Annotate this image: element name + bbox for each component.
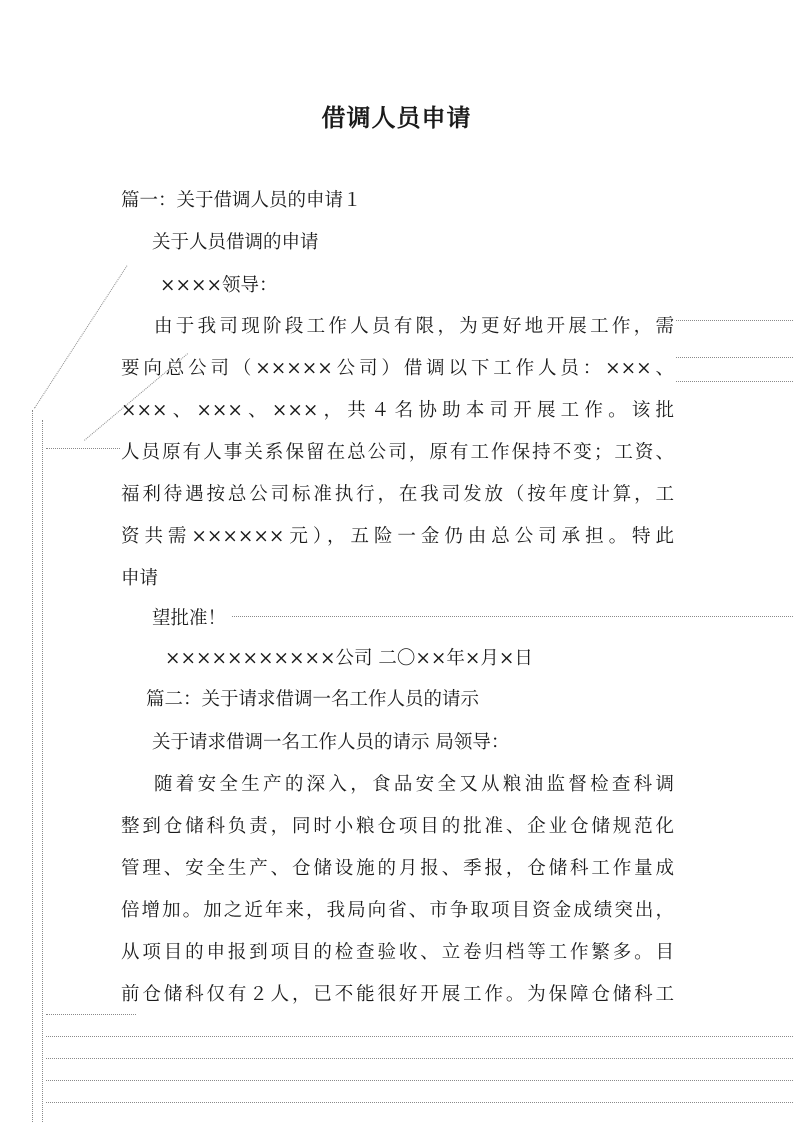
letter-title-1: 关于人员借调的申请 — [152, 232, 319, 253]
dotted-guide-h-8 — [46, 1058, 793, 1059]
dotted-guide-h-2 — [676, 357, 793, 358]
body-line: 前仓储科仅有２人，已不能很好开展工作。为保障仓储科工 — [121, 984, 674, 1005]
dotted-guide-h-10 — [46, 1102, 793, 1103]
dotted-guide-left-outer — [32, 410, 33, 1122]
section-heading-1: 篇一：关于借调人员的申请１ — [121, 190, 362, 211]
closing-request: 望批准！ — [152, 608, 227, 629]
dotted-guide-left-inner — [42, 420, 43, 1122]
document-title: 借调人员申请 — [321, 103, 472, 132]
body-line: 倍增加。加之近年来，我局向省、市争取项目资金成绩突出， — [121, 900, 674, 921]
dotted-guide-h-7 — [46, 1036, 793, 1037]
dotted-guide-h-1 — [676, 320, 793, 321]
salutation-1: ××××领导： — [160, 275, 278, 296]
body-line: 从项目的申报到项目的检查验收、立卷归档等工作繁多。目 — [121, 942, 674, 963]
dotted-guide-h-3 — [676, 381, 793, 382]
signature-date: ×××××××××××公司 二〇××年×月×日 — [165, 648, 533, 669]
body-line: 要向总公司（×××××公司）借调以下工作人员：×××、 — [121, 358, 674, 379]
dotted-guide-h-6 — [46, 1014, 136, 1015]
body-line: 资共需××××××元），五险一金仍由总公司承担。特此 — [121, 526, 674, 547]
dotted-guide-h-9 — [46, 1080, 793, 1081]
dotted-guide-h-5 — [232, 616, 793, 617]
body-line: 由于我司现阶段工作人员有限，为更好地开展工作，需 — [154, 316, 674, 337]
body-line: 随着安全生产的深入，食品安全又从粮油监督检查科调 — [154, 774, 674, 795]
body-line: ×××、×××、×××，共４名协助本司开展工作。该批 — [121, 400, 674, 421]
dotted-guide-h-4 — [46, 448, 120, 449]
letter-title-2: 关于请求借调一名工作人员的请示 局领导： — [152, 732, 510, 753]
body-line: 整到仓储科负责，同时小粮仓项目的批准、企业仓储规范化 — [121, 816, 674, 837]
dotted-guide-diagonal-1 — [34, 265, 127, 408]
body-line: 福利待遇按总公司标准执行，在我司发放（按年度计算，工 — [121, 484, 674, 505]
section-heading-2: 篇二：关于请求借调一名工作人员的请示 — [146, 689, 480, 710]
body-line: 人员原有人事关系保留在总公司，原有工作保持不变；工资、 — [121, 442, 674, 463]
body-line-end: 申请 — [121, 568, 159, 589]
body-line: 管理、安全生产、仓储设施的月报、季报，仓储科工作量成 — [121, 858, 674, 879]
